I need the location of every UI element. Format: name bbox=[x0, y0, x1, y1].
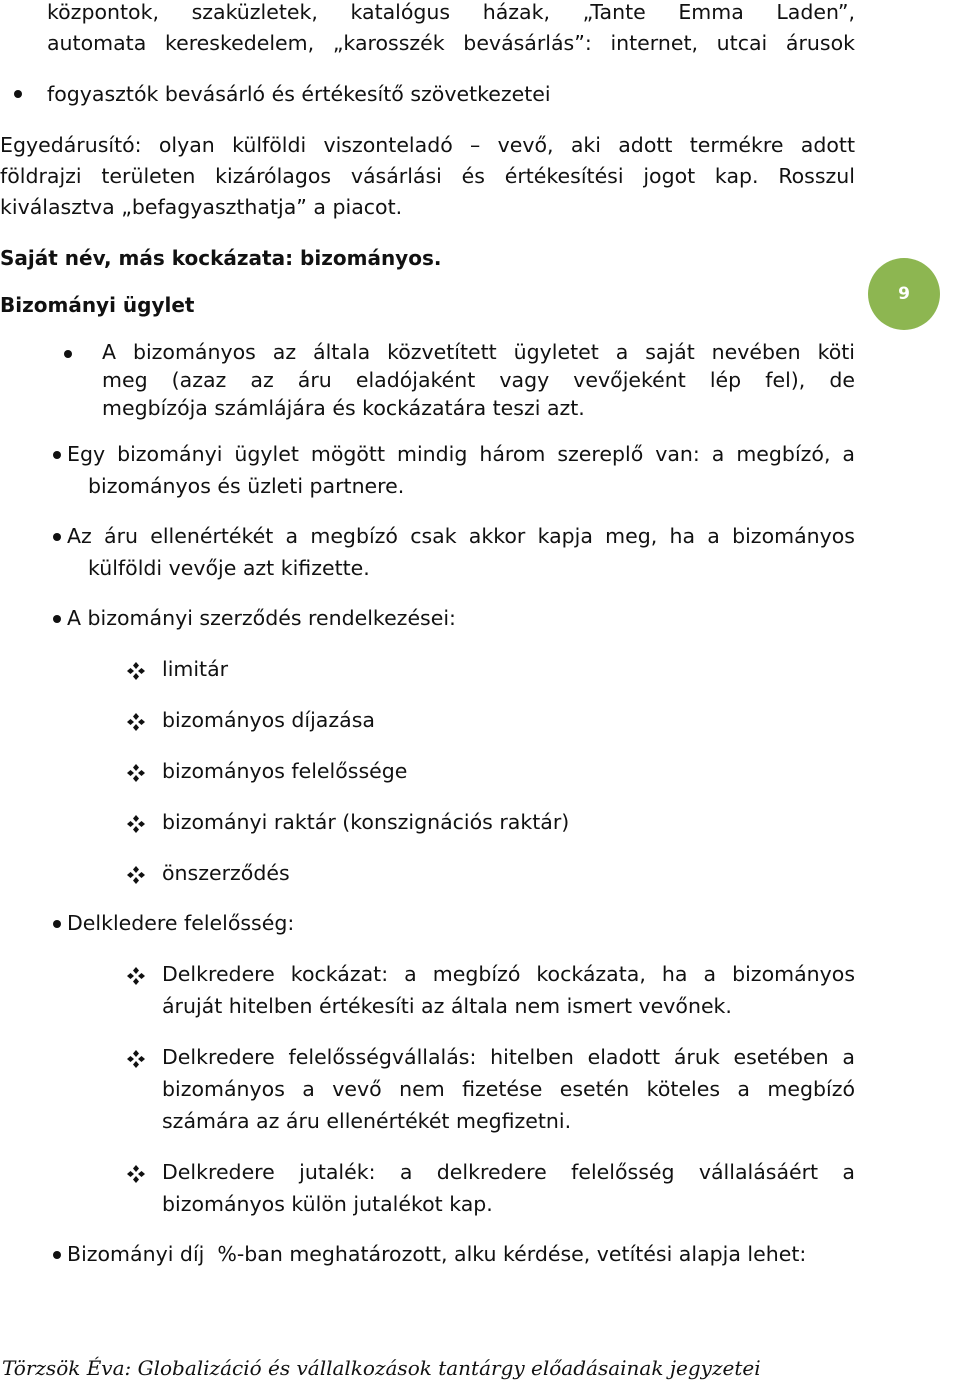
four-diamond-bullet-icon bbox=[126, 1164, 146, 1184]
four-diamond-bullet-icon bbox=[126, 814, 146, 834]
own-name-heading: Saját név, más kockázata: bizományos. bbox=[0, 246, 442, 270]
four-diamond-bullet-icon bbox=[126, 865, 146, 885]
commission-fee-line: Bizományi díj %-ban meghatározott, alku kérdése, vetítési alapja lehet: bbox=[67, 1242, 807, 1266]
definition-line1: A bizományos az általa közvetített ügyletet a saját nevében köti bbox=[102, 340, 855, 364]
provisions-heading: A bizományi szerződés rendelkezései: bbox=[67, 606, 456, 630]
round-bullet-icon bbox=[53, 615, 61, 623]
exclusive-paragraph-line2: földrajzi területen kizárólagos vásárlási és értékesítési jogot kap. Rosszul bbox=[0, 164, 855, 188]
delcredere-liability-line3: számára az áru ellenértékét megfizetni. bbox=[162, 1109, 572, 1133]
three-parties-line2: bizományos és üzleti partnere. bbox=[88, 474, 405, 498]
provision-item: bizományi raktár (konszignációs raktár) bbox=[162, 810, 570, 834]
definition-line3: megbízója számlájára és kockázatára teszi azt. bbox=[102, 396, 585, 420]
list-item-cooperatives: fogyasztók bevásárló és értékesítő szövetkezetei bbox=[47, 82, 551, 106]
four-diamond-bullet-icon bbox=[126, 763, 146, 783]
provision-item: bizományos díjazása bbox=[162, 708, 375, 732]
delcredere-risk-line2: áruját hitelben értékesíti az általa nem ismert vevőnek. bbox=[162, 994, 732, 1018]
round-bullet-icon bbox=[53, 451, 61, 459]
page-footer: Törzsök Éva: Globalizáció és vállalkozások tantárgy előadásainak jegyzetei bbox=[2, 1356, 761, 1380]
list-item-shops-line2: automata kereskedelem, „karosszék bevásárlás”: internet, utcai árusok bbox=[47, 31, 855, 55]
delcredere-liability-line2: bizományos a vevő nem fizetése esetén köteles a megbízó bbox=[162, 1077, 855, 1101]
delcredere-liability-line1: Delkredere felelősségvállalás: hitelben eladott áruk esetében a bbox=[162, 1045, 855, 1069]
three-parties-line1: Egy bizományi ügylet mögött mindig három szereplő van: a megbízó, a bbox=[67, 442, 855, 466]
delcredere-heading: Delkledere felelősség: bbox=[67, 911, 295, 935]
round-bullet-icon bbox=[14, 90, 22, 98]
provision-item: bizományos felelőssége bbox=[162, 759, 408, 783]
exclusive-paragraph-line1: Egyedárusító: olyan külföldi viszonteladó – vevő, aki adott termékre adott bbox=[0, 133, 855, 157]
round-bullet-icon bbox=[64, 350, 72, 358]
commission-heading: Bizományi ügylet bbox=[0, 293, 195, 317]
four-diamond-bullet-icon bbox=[126, 712, 146, 732]
definition-line2: meg (azaz az áru eladójaként vagy vevőjeként lép fel), de bbox=[102, 368, 855, 392]
payment-line1: Az áru ellenértékét a megbízó csak akkor kapja meg, ha a bizományos bbox=[67, 524, 855, 548]
delcredere-fee-line2: bizományos külön jutalékot kap. bbox=[162, 1192, 493, 1216]
four-diamond-bullet-icon bbox=[126, 966, 146, 986]
four-diamond-bullet-icon bbox=[126, 1049, 146, 1069]
payment-line2: külföldi vevője azt kifizette. bbox=[88, 556, 370, 580]
exclusive-paragraph-line3: kiválasztva „befagyaszthatja” a piacot. bbox=[0, 195, 403, 219]
delcredere-risk-line1: Delkredere kockázat: a megbízó kockázata, ha a bizományos bbox=[162, 962, 855, 986]
list-item-shops-line1: központok, szaküzletek, katalógus házak, „Tante Emma Laden”, bbox=[47, 0, 855, 24]
provision-item: önszerződés bbox=[162, 861, 290, 885]
round-bullet-icon bbox=[53, 1251, 61, 1259]
provision-item: limitár bbox=[162, 657, 229, 681]
page-number-badge: 9 bbox=[868, 258, 940, 330]
delcredere-fee-line1: Delkredere jutalék: a delkredere felelősség vállalásáért a bbox=[162, 1160, 855, 1184]
round-bullet-icon bbox=[53, 920, 61, 928]
four-diamond-bullet-icon bbox=[126, 661, 146, 681]
round-bullet-icon bbox=[53, 533, 61, 541]
